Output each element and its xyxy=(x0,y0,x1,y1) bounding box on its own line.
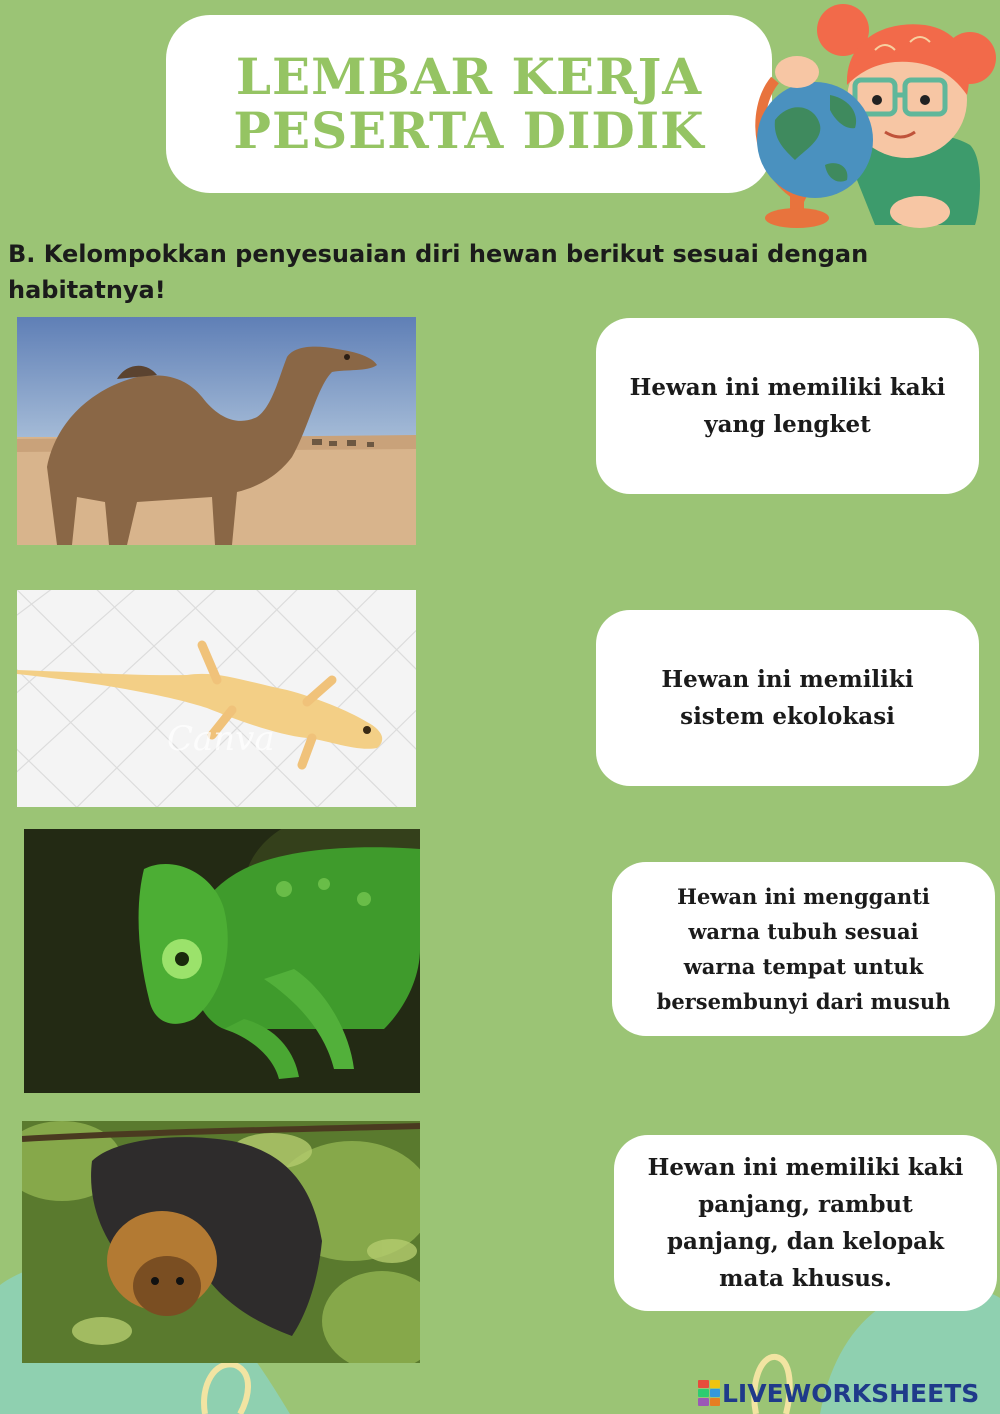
page-title-line1: LEMBAR KERJA xyxy=(235,47,703,106)
instruction-text xyxy=(8,236,908,308)
title-box xyxy=(166,15,772,193)
card-echolocation[interactable] xyxy=(596,610,979,786)
gecko-photo[interactable] xyxy=(17,590,416,807)
card-long-legs[interactable] xyxy=(614,1135,997,1311)
card-color-change[interactable] xyxy=(612,862,995,1036)
card-sticky-feet[interactable] xyxy=(596,318,979,494)
card-color-change-text: Hewan ini mengganti warna tubuh sesuai warna tempat untuk bersembunyi dari musuh xyxy=(656,884,951,1014)
card-sticky-feet-text: Hewan ini memiliki kaki yang lengket xyxy=(629,374,946,438)
instruction-line2: habitatnya! xyxy=(8,276,166,304)
brand-text: LIVEWORKSHEETS xyxy=(722,1378,980,1408)
liveworksheets-logo xyxy=(698,1378,979,1408)
watermark-text: Canva xyxy=(167,719,275,759)
camel-photo[interactable] xyxy=(17,317,416,545)
bat-photo[interactable] xyxy=(22,1121,420,1363)
page-title-line2: PESERTA DIDIK xyxy=(233,101,705,160)
card-long-legs-text: Hewan ini memiliki kaki panjang, rambut panjang, dan kelopak mata khusus. xyxy=(647,1154,964,1292)
liveworksheets-logo-icon xyxy=(698,1380,720,1406)
chameleon-photo[interactable] xyxy=(24,829,420,1093)
kid-with-globe-illustration xyxy=(735,0,1000,232)
instruction-line1: B. Kelompokkan penyesuaian diri hewan berikut sesuai dengan xyxy=(8,240,869,268)
card-echolocation-text: Hewan ini memiliki sistem ekolokasi xyxy=(661,666,914,730)
